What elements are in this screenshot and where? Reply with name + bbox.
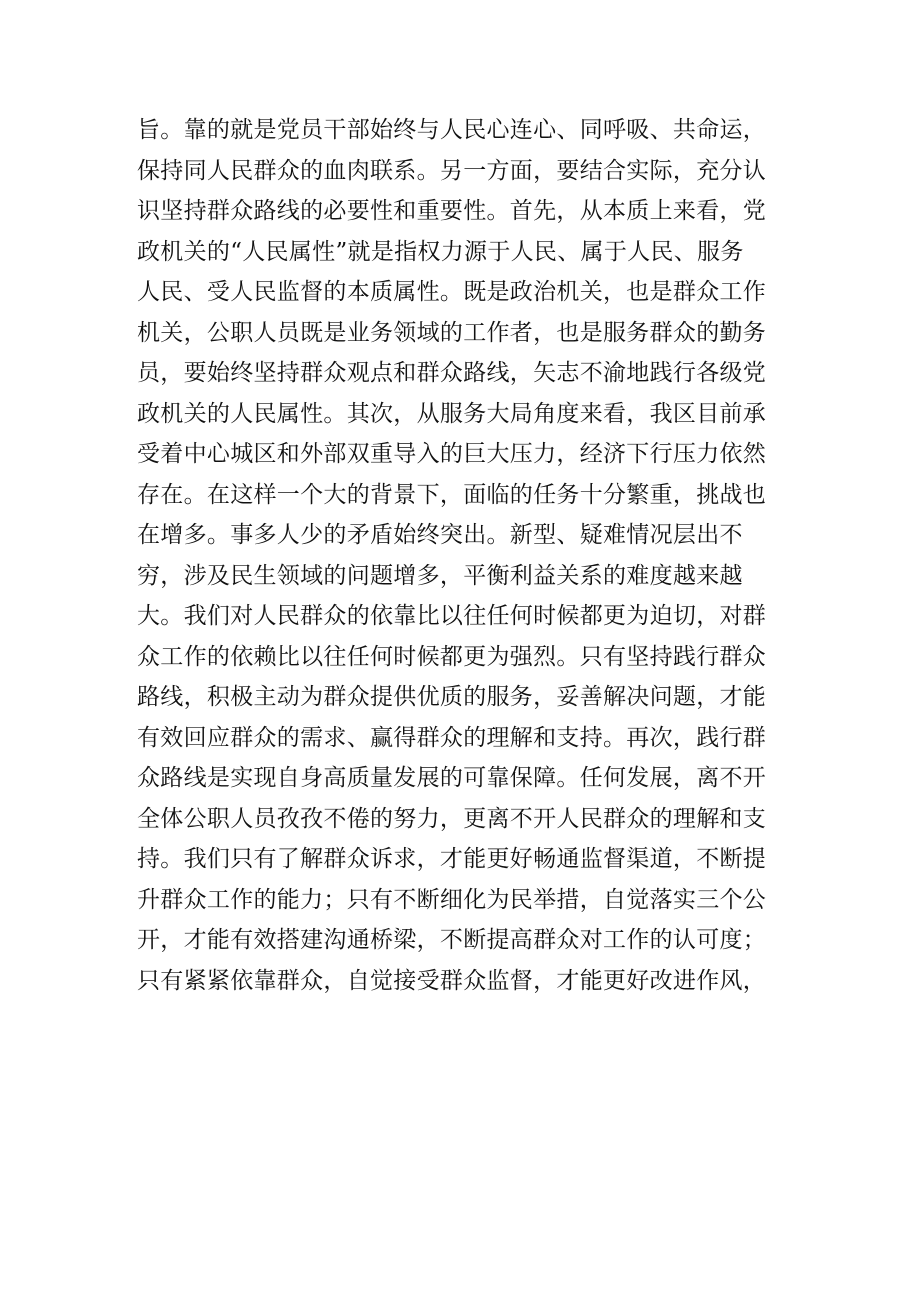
text-line-3: 识坚持群众路线的必要性和重要性。首先，从本质上来看，党 [137, 198, 767, 224]
text-line-9: 受着中心城区和外部双重导入的巨大压力，经济下行压力依然 [137, 441, 767, 467]
text-line-15: 路线，积极主动为群众提供优质的服务，妥善解决问题，才能 [137, 684, 767, 710]
text-line-17: 众路线是实现自身高质量发展的可靠保障。任何发展，离不开 [137, 765, 767, 791]
text-line-14: 众工作的依赖比以往任何时候都更为强烈。只有坚持践行群众 [137, 643, 767, 670]
text-line-12: 穷，涉及民生领域的问题增多，平衡利益关系的难度越来越 [137, 562, 743, 589]
text-line-7: 员，要始终坚持群众观点和群众路线，矢志不渝地践行各级党 [137, 360, 767, 386]
text-line-21: 开，才能有效搭建沟通桥梁，不断提高群众对工作的认可度； [137, 927, 767, 953]
text-line-22: 只有紧紧依靠群众，自觉接受群众监督，才能更好改进作风， [137, 967, 767, 994]
text-line-5: 人民、受人民监督的本质属性。既是政治机关，也是群众工作 [137, 279, 767, 305]
body-paragraph [137, 110, 797, 1001]
text-line-10: 存在。在这样一个大的背景下，面临的任务十分繁重，挑战也 [137, 481, 767, 508]
text-line-16: 有效回应群众的需求、赢得群众的理解和支持。再次，践行群 [137, 724, 767, 751]
text-line-19: 持。我们只有了解群众诉求，才能更好畅通监督渠道，不断提 [137, 846, 767, 872]
text-line-6: 机关，公职人员既是业务领域的工作者，也是服务群众的勤务 [137, 319, 767, 346]
text-line-20: 升群众工作的能力；只有不断细化为民举措，自觉落实三个公 [137, 886, 767, 913]
text-line-2: 保持同人民群众的血肉联系。另一方面，要结合实际，充分认 [137, 157, 767, 184]
text-line-4: 政机关的“人民属性”就是指权力源于人民、属于人民、服务 [137, 238, 744, 265]
text-line-18: 全体公职人员孜孜不倦的努力，更离不开人民群众的理解和支 [137, 805, 767, 832]
text-line-13: 大。我们对人民群众的依靠比以往任何时候都更为迫切，对群 [137, 603, 767, 629]
text-line-1: 旨。靠的就是党员干部始终与人民心连心、同呼吸、共命运， [137, 117, 767, 143]
text-line-8: 政机关的人民属性。其次，从服务大局角度来看，我区目前承 [137, 400, 767, 427]
text-line-11: 在增多。事多人少的矛盾始终突出。新型、疑难情况层出不 [137, 522, 743, 548]
